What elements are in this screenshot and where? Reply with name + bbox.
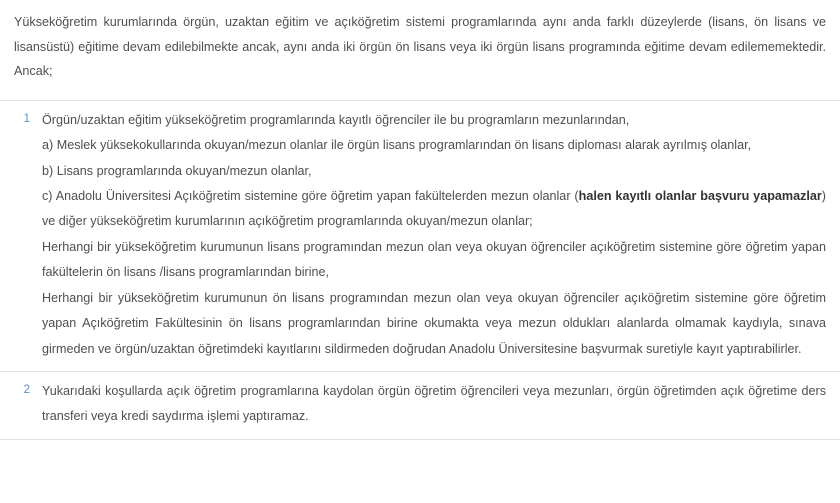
list-item-line: b) Lisans programlarında okuyan/mezun olanlar, [42, 163, 312, 178]
list-item [0, 372, 840, 440]
line-text-pre: c) Anadolu Üniversitesi Açıköğretim sistemine göre öğretim yapan fakültelerden mezun olanlar ( [42, 188, 579, 203]
list-item-line: Herhangi bir yükseköğretim kurumunun ön lisans programından mezun olan veya okuyan öğrenciler açıköğretim sistemine göre öğretim yapan Açıköğretim Fakültesinin ön lisans programlarından birine okumakta veya mezun oldukları alanlarda olmamak kaydıyla, sınava girmeden ve örgün/uzaktan öğretimdeki kayıtlarını sildirmeden doğrudan Anadolu Üniversitesine başvurmak suretiyle kayıt yaptırabilirler. [42, 290, 826, 356]
list-item-line-with-emphasis [42, 184, 826, 235]
list-item-line: Herhangi bir yükseköğretim kurumunun lisans programından mezun olan veya okuyan öğrenciler açıköğretim sistemine göre öğretim yapan fakültelerin ön lisans /lisans programlarından birine, [42, 239, 826, 280]
numbered-list [0, 100, 840, 440]
list-item-body [42, 108, 826, 362]
list-item-body [42, 379, 826, 430]
list-item-number: 2 [23, 384, 30, 397]
list-item-line: Yukarıdaki koşullarda açık öğretim programlarına kaydolan örgün öğretim öğrencileri veya mezunları, örgün öğretimden açık öğretime ders transferi veya kredi saydırma işlemi yaptıramaz. [42, 384, 826, 424]
list-item-number: 1 [23, 112, 30, 125]
line-text-bold: halen kayıtlı olanlar başvuru yapamazlar [578, 188, 822, 203]
list-item-line: Örgün/uzaktan eğitim yükseköğretim programlarında kayıtlı öğrenciler ile bu programların mezunlarından, [42, 112, 630, 127]
intro-paragraph: Yükseköğretim kurumlarında örgün, uzaktan eğitim ve açıköğretim sistemi programlarında aynı anda farklı düzeylerde (lisans, ön lisans ve lisansüstü) eğitime devam edilebilmekte ancak, aynı anda iki örgün ön lisans veya iki örgün lisans programında eğitime devam edilememektedir. Ancak; [14, 15, 826, 79]
list-item [0, 101, 840, 372]
list-item-line: a) Meslek yüksekokullarında okuyan/mezun olanlar ile örgün lisans programlarından ön lisans diploması alarak ayrılmış olanlar, [42, 138, 752, 153]
intro-paragraph-block [0, 0, 840, 84]
line-text-post: ) ve diğer yükseköğretim kurumlarının açıköğretim programlarında okuyan/mezun olanlar; [42, 188, 826, 229]
